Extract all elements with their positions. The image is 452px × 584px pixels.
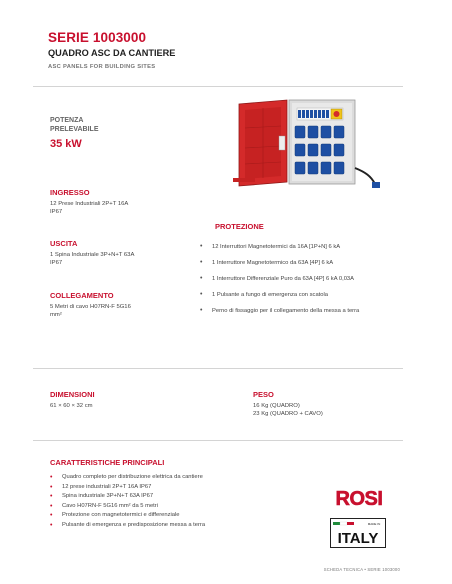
rosi-logo	[330, 487, 388, 509]
made-in-text: MADE IN	[367, 522, 381, 526]
collegamento-line1: 5 Metri di cavo H07RN-F 5G16	[50, 304, 131, 310]
peso-line1: 16 Kg (QUADRO)	[253, 403, 300, 409]
ingresso-heading: INGRESSO	[50, 188, 90, 197]
dimensioni-value: 61 × 60 × 32 cm	[50, 403, 93, 409]
product-image	[225, 98, 405, 192]
collegamento-heading: COLLEGAMENTO	[50, 291, 114, 300]
product-subtitle: ASC PANELS FOR BUILDING SITES	[48, 64, 156, 70]
panel-illustration	[225, 98, 405, 192]
uscita-heading: USCITA	[50, 239, 78, 248]
uscita-line2: IP67	[50, 260, 63, 266]
footer-text: SCHEDA TECNICA • SERIE 1003000	[323, 567, 400, 572]
dimensioni-heading: DIMENSIONI	[50, 390, 95, 399]
rosi-logo-graphic	[330, 487, 388, 509]
ingresso-line1: 12 Prese Industriali 2P+T 16A	[50, 201, 129, 207]
power-value: 35 kW	[50, 138, 82, 150]
peso-heading: PESO	[253, 390, 274, 399]
protezione-item: • 1 Interruttore Differenziale Puro da 63A [4P] 6 kA 0,03A	[200, 276, 410, 292]
caratteristiche-item: • Quadro completo per distribuzione elettrica da cantiere	[50, 473, 280, 483]
made-in-italy-badge	[330, 518, 386, 548]
collegamento-line2: mm²	[50, 312, 62, 318]
made-in-italy-graphic	[330, 518, 386, 548]
protezione-item: • 1 Pulsante a fungo di emergenza con scatola	[200, 292, 410, 308]
caratteristiche-heading: CARATTERISTICHE PRINCIPALI	[50, 458, 165, 467]
caratteristiche-item: • Spina industriale 3P+N+T 63A IP67	[50, 492, 280, 502]
italy-text: ITALY	[337, 530, 379, 547]
ingresso-line2: IP67	[50, 209, 63, 215]
collegamento-text	[50, 303, 131, 319]
caratteristiche-item: • Protezione con magnetotermici e differenziale	[50, 511, 280, 521]
caratteristiche-list	[50, 473, 280, 530]
mid-divider	[33, 368, 403, 369]
rosi-logo-text: ROSI	[335, 488, 383, 509]
ingresso-text	[50, 200, 128, 216]
uscita-text	[50, 251, 134, 267]
peso-line2: 23 Kg (QUADRO + CAVO)	[253, 411, 323, 417]
uscita-line1: 1 Spina Industriale 3P+N+T 63A	[50, 252, 135, 258]
power-label-line2: PRELEVABILE	[50, 126, 99, 133]
caratteristiche-item: • 12 prese industriali 2P+T 16A IP67	[50, 483, 280, 493]
lower-divider	[33, 440, 403, 441]
header-divider	[33, 86, 403, 87]
protezione-list	[200, 244, 410, 324]
series-title: SERIE 1003000	[48, 30, 147, 45]
protezione-heading: PROTEZIONE	[215, 222, 264, 231]
product-title: QUADRO ASC DA CANTIERE	[48, 48, 176, 58]
protezione-item: • 1 Interruttore Magnetotermico da 63A [4P] 6 kA	[200, 260, 410, 276]
protezione-item: • 12 Interruttori Magnetotermici da 16A [1P+N] 6 kA	[200, 244, 410, 260]
power-label	[50, 116, 99, 134]
power-label-line1: POTENZA	[50, 117, 84, 124]
caratteristiche-item: • Cavo H07RN-F 5G16 mm² da 5 metri	[50, 502, 280, 512]
caratteristiche-item: • Pulsante di emergenza e predisposizione messa a terra	[50, 521, 280, 531]
peso-text	[253, 402, 323, 418]
protezione-item: • Perno di fissaggio per il collegamento della messa a terra	[200, 308, 410, 324]
